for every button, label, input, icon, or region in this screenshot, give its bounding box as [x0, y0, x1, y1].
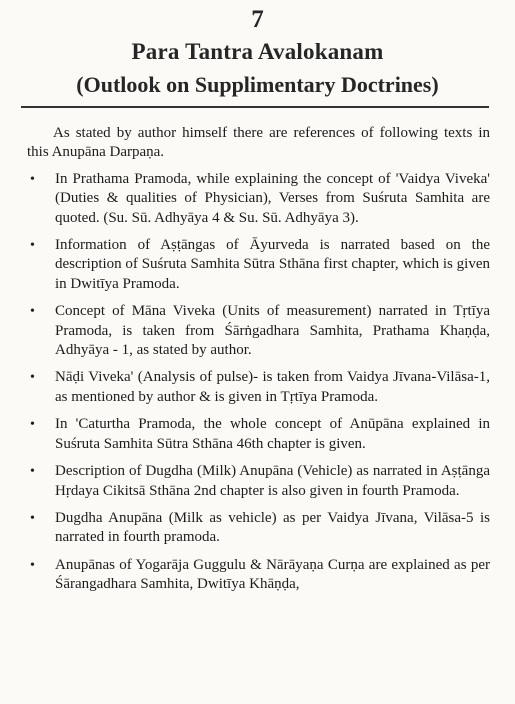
list-item-text: Description of Dugdha (Milk) Anupāna (Vehicle) as narrated in Aṣṭānga Hṛdaya Cikitsā Sthāna 2nd chapter is also given in fourth Pramoda. — [55, 463, 490, 499]
list-item — [27, 462, 490, 501]
chapter-subtitle: (Outlook on Supplimentary Doctrines) — [76, 72, 439, 97]
bullet-icon: • — [30, 417, 35, 433]
bullet-icon: • — [30, 370, 35, 386]
chapter-body — [27, 124, 490, 603]
chapter-title: Para Tantra Avalokanam — [131, 39, 384, 64]
list-item-text: In Prathama Pramoda, while explaining the concept of 'Vaidya Viveka' (Duties & qualities of Physician), Verses from Suśruta Samhita are quoted. (Su. Sū. Adhyāya 4 & Su. Sū. Adhyāya 3). — [55, 170, 490, 226]
list-item-text: Dugdha Anupāna (Milk as vehicle) as per Vaidya Jīvana, Vilāsa-5 is narrated in fourth pramoda. — [55, 509, 490, 546]
bullet-icon: • — [30, 557, 35, 573]
list-item — [27, 415, 490, 454]
list-item — [27, 556, 490, 595]
list-item — [27, 509, 490, 548]
chapter-number: 7 — [251, 6, 264, 33]
list-item-text: Concept of Māna Viveka (Units of measurement) narrated in Tṛtīya Pramoda, is taken from Śārṅgadhara Samhita, Prathama Khaṇḍa, Adhyāya - 1, as stated by author. — [55, 303, 490, 359]
list-item — [27, 302, 490, 360]
list-item-text: In 'Caturtha Pramoda, the whole concept of Anūpāna explained in Suśruta Samhita Sūtra Sthāna 46th chapter is given. — [55, 416, 490, 452]
list-item — [27, 368, 490, 407]
list-item — [27, 236, 490, 294]
bullet-icon: • — [30, 304, 35, 320]
intro-paragraph: As stated by author himself there are references of following texts in this Anupāna Darpaṇa. — [27, 125, 490, 161]
title-divider — [21, 106, 489, 108]
list-item-text: Information of Aṣṭāngas of Āyurveda is narrated based on the description of Suśruta Samhita Sūtra Sthāna first chapter, which is given in Dwitīya Pramoda. — [55, 237, 490, 292]
list-item — [27, 170, 490, 228]
bullet-icon: • — [30, 171, 35, 187]
reference-list — [27, 170, 490, 595]
list-item-text: Anupānas of Yogarāja Guggulu & Nārāyaṇa Curṇa are explained as per Śārangadhara Samhita, Dwitīya Khāṇḍa, — [55, 556, 490, 593]
bullet-icon: • — [30, 510, 35, 526]
bullet-icon: • — [30, 238, 35, 254]
bullet-icon: • — [30, 464, 35, 480]
list-item-text: Nāḍi Viveka' (Analysis of pulse)- is taken from Vaidya Jīvana-Vilāsa-1, as mentioned by author & is given in Tṛtīya Pramoda. — [55, 369, 490, 405]
